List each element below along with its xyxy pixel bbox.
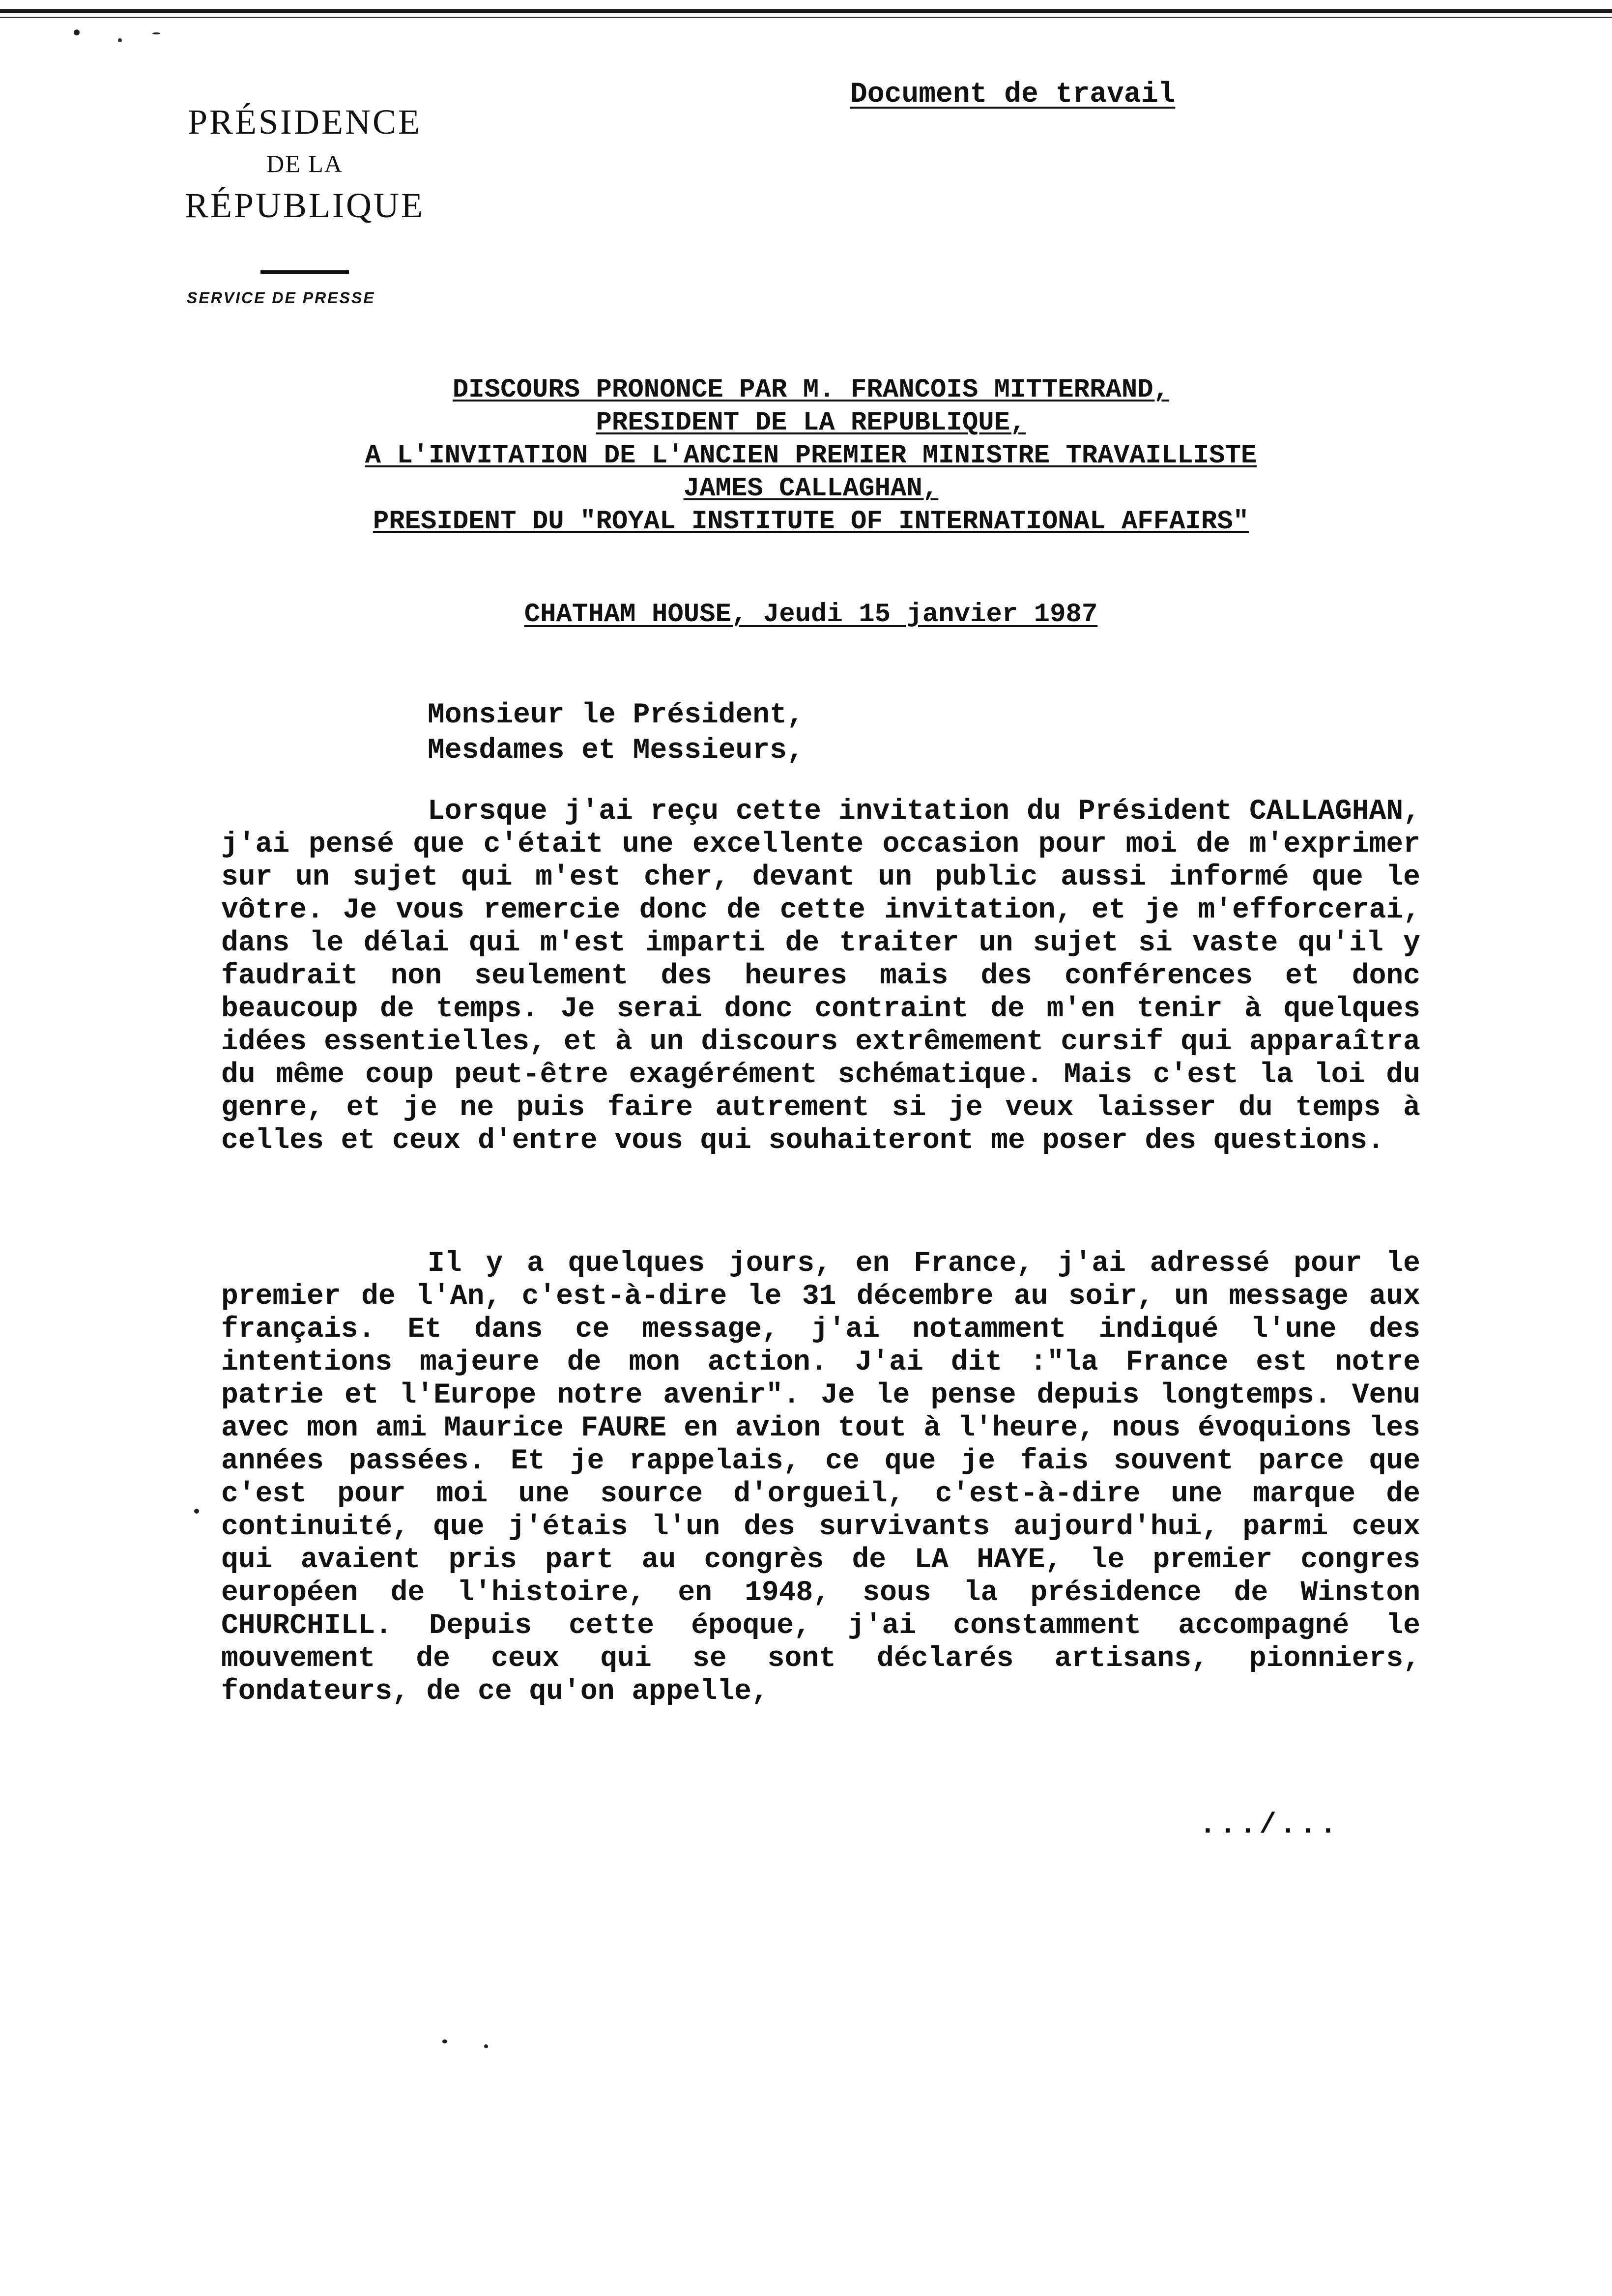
scan-speck [194,1509,199,1514]
letterhead-rule [260,270,349,274]
title-line: JAMES CALLAGHAN, [683,474,939,504]
scan-speck [74,29,80,35]
letterhead-presidence: PRÉSIDENCE [187,102,422,142]
paragraph: Il y a quelques jours, en France, j'ai adressé pour le premier de l'An, c'est-à-dire le 31 décembre au soir, un message aux français. Et dans ce message, j'ai notamment indiqué l'une des intentions majeure de mon action. J'ai dit :"la France est notre patrie et l'Europe notre avenir". Je le pense depuis longtemps. Venu avec mon ami Maurice FAURE en avion tout à l'heure, nous évoquions les années passées. Et je rappelais, ce que je fais souvent parce que c'est pour moi une source d'orgueil, c'est-à-dire une marque de continuité, que j'étais l'un des survivants aujourd'hui, parmi ceux qui avaient pris part au congrès de LA HAYE, le premier congres européen de l'histoire, en 1948, sous la présidence de Winston CHURCHILL. Depuis cette époque, j'ai constamment accompagné le mouvement de ceux qui se sont déclarés artisans, pionniers, fondateurs, de ce qu'on appelle, [221,1248,1420,1708]
salutation [428,698,804,769]
title-line: A L'INVITATION DE L'ANCIEN PREMIER MINISTRE TRAVAILLISTE [365,441,1257,471]
date-location: CHATHAM HOUSE, Jeudi 15 janvier 1987 [524,600,1098,630]
letterhead-republique: RÉPUBLIQUE [185,186,425,225]
salutation-line: Mesdames et Messieurs, [428,735,804,767]
scan-speck [442,2039,447,2043]
scan-artifact-line-thin [0,17,1612,18]
title-line: PRESIDENT DU "ROYAL INSTITUTE OF INTERNATIONAL AFFAIRS" [373,507,1249,537]
letterhead-de-la: DE LA [266,150,343,177]
scan-speck [152,32,160,34]
scan-speck [484,2044,488,2048]
paragraph: Lorsque j'ai reçu cette invitation du Président CALLAGHAN, j'ai pensé que c'était une excellente occasion pour moi de m'exprimer sur un sujet qui m'est cher, devant un public aussi informé que le vôtre. Je vous remercie donc de cette invitation, et je m'efforcerai, dans le délai qui m'est imparti de traiter un sujet si vaste qu'il y faudrait non seulement des heures mais des conférences et donc beaucoup de temps. Je serai donc contraint de m'en tenir à quelques idées essentielles, et à un discours extrêmement cursif qui apparaîtra du même coup peut-être exagérément schématique. Mais c'est la loi du genre, et je ne puis faire autrement si je veux laisser du temps à celles et ceux d'entre vous qui souhaiteront me poser des questions. [221,796,1420,1157]
document-label: Document de travail [850,79,1176,111]
title-line: PRESIDENT DE LA REPUBLIQUE, [596,408,1026,438]
salutation-line: Monsieur le Président, [428,699,804,731]
letterhead [147,98,462,274]
continuation-mark: .../... [1199,1809,1340,1841]
scan-artifact-line [0,9,1612,13]
scan-speck [118,38,122,42]
service-de-presse: SERVICE DE PRESSE [187,289,375,307]
title-line: DISCOURS PRONONCE PAR M. FRANCOIS MITTERRAND, [452,375,1170,405]
speech-title [177,373,1445,538]
